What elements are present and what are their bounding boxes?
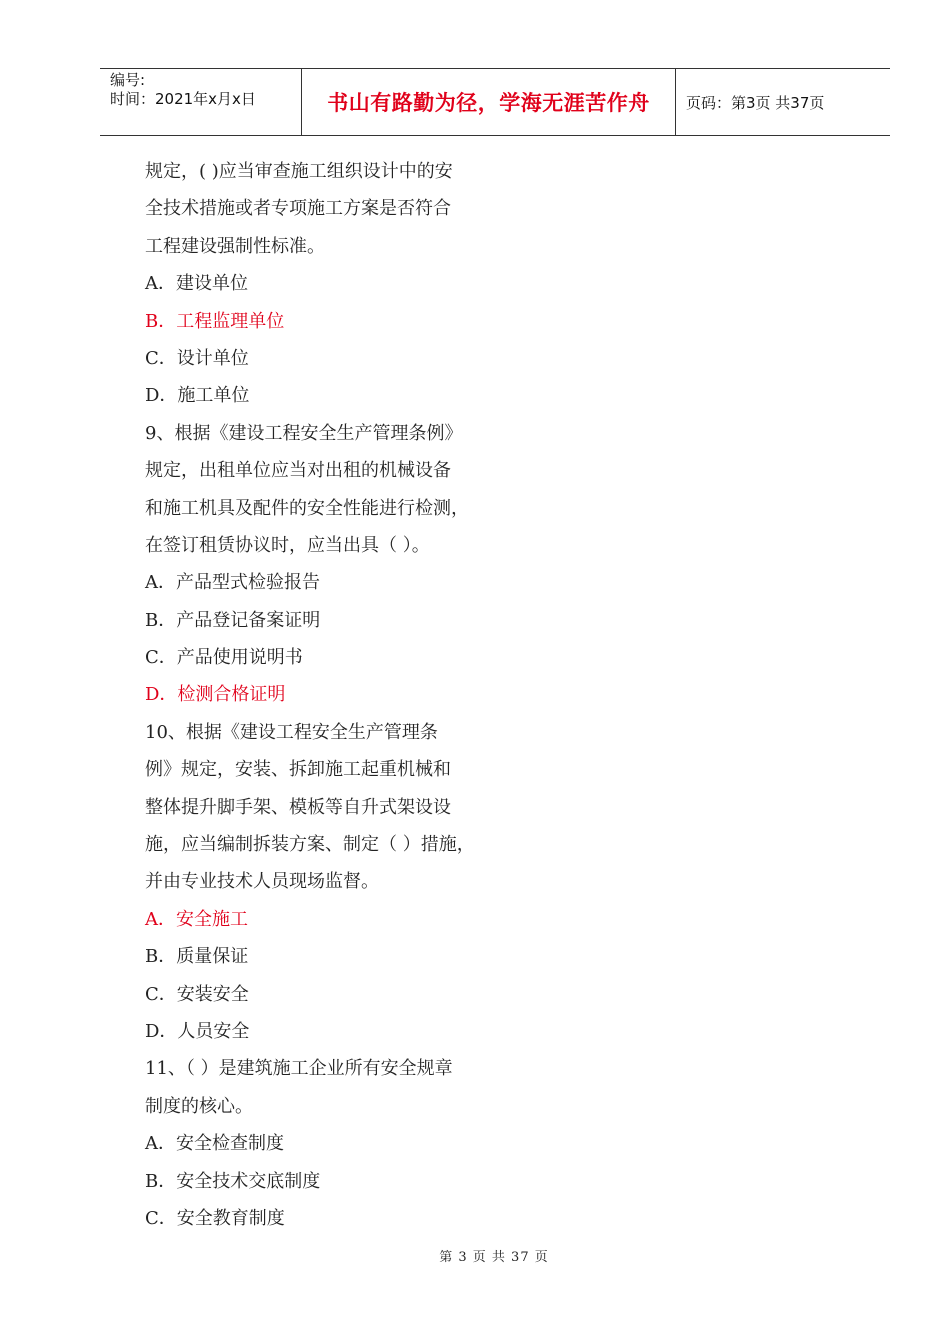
text-line: 规定，出租单位应当对出租的机械设备 [145, 460, 451, 482]
answer-option-line: A．安全施工 [145, 908, 248, 930]
page-header [100, 68, 890, 136]
text-line: B．质量保证 [145, 946, 249, 968]
text-line: A．建设单位 [145, 273, 248, 295]
text-line: 制度的核心。 [145, 1095, 253, 1117]
document-date: 时间：2021年x月x日 [110, 90, 256, 108]
text-line: B．安全技术交底制度 [145, 1170, 321, 1192]
text-line: 和施工机具及配件的安全性能进行检测， [145, 497, 469, 519]
text-line: D．人员安全 [145, 1020, 250, 1042]
header-page-info: 页码：第3页 共37页 [686, 93, 825, 112]
text-line: A．产品型式检验报告 [145, 572, 320, 594]
answer-option-line: B．工程监理单位 [145, 310, 285, 332]
text-line: 10、根据《建设工程安全生产管理条 [145, 721, 438, 743]
document-body [145, 153, 505, 1237]
header-meta [100, 69, 302, 135]
text-line: 9、根据《建设工程安全生产管理条例》 [145, 422, 463, 444]
text-line: C．安装安全 [145, 983, 249, 1005]
text-line: 全技术措施或者专项施工方案是否符合 [145, 198, 451, 220]
answer-option-line: D．检测合格证明 [145, 684, 286, 706]
text-line: D．施工单位 [145, 385, 250, 407]
text-line: 工程建设强制性标准。 [145, 235, 325, 257]
header-motto: 书山有路勤为径，学海无涯苦作舟 [302, 69, 676, 135]
text-line: 例》规定，安装、拆卸施工起重机械和 [145, 759, 451, 781]
text-line: B．产品登记备案证明 [145, 609, 321, 631]
text-line: 11、（ ）是建筑施工企业所有安全规章 [145, 1058, 453, 1080]
text-line: 在签订租赁协议时，应当出具（ ）。 [145, 534, 430, 556]
text-line: 整体提升脚手架、模板等自升式架设设 [145, 796, 451, 818]
text-line: C．产品使用说明书 [145, 647, 303, 669]
page-footer: 第 3 页 共 37 页 [439, 1250, 549, 1265]
document-code-label: 编号: [110, 71, 146, 89]
text-line: 并由专业技术人员现场监督。 [145, 871, 379, 893]
text-line: C．设计单位 [145, 347, 249, 369]
text-line: C．安全教育制度 [145, 1207, 285, 1229]
text-line: 规定，( )应当审查施工组织设计中的安 [145, 161, 453, 182]
text-line: 施，应当编制拆装方案、制定（ ）措施， [145, 834, 475, 856]
text-line: A．安全检查制度 [145, 1133, 284, 1155]
